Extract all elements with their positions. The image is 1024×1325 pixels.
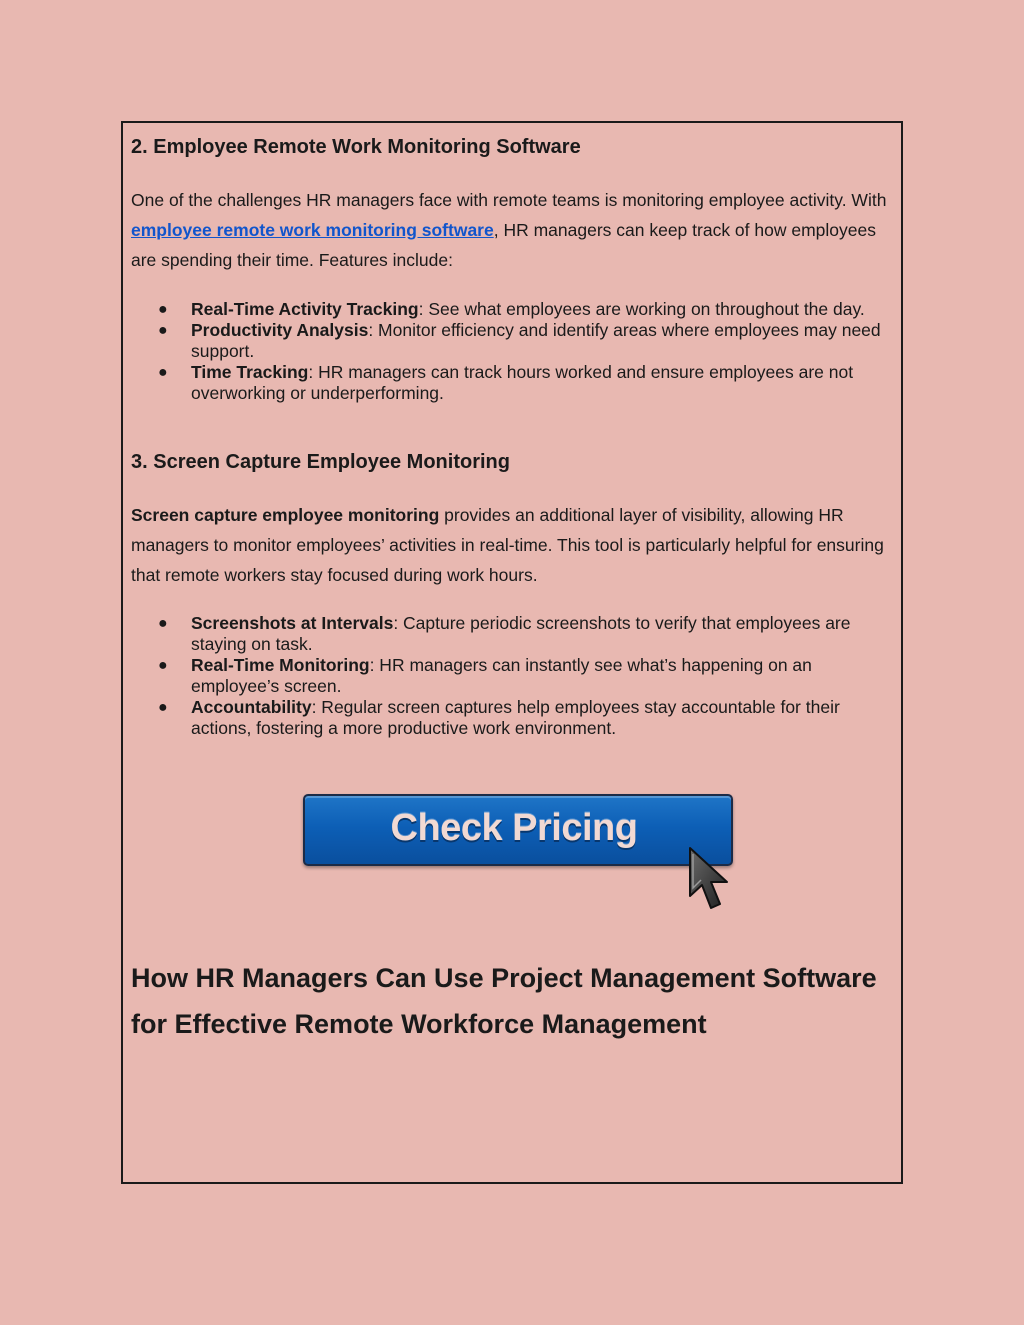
list-item xyxy=(131,362,891,404)
feature-text: : Regular screen captures help employees stay accountable for their actions, fostering a more productive work environment. xyxy=(191,697,840,738)
section-2-intro xyxy=(131,185,891,275)
bullet-icon: ● xyxy=(158,699,168,716)
check-pricing-banner xyxy=(303,794,735,916)
section-2-intro-start: One of the challenges HR managers face with remote teams is monitoring employee activity. With xyxy=(131,190,887,210)
feature-term: Time Tracking xyxy=(191,362,309,382)
section-3-intro-rest: provides an additional layer of visibility, allowing HR managers to monitor employees’ activities in real-time. This tool is particularly helpful for ensuring that remote workers stay focused during work hours. xyxy=(131,505,884,585)
section-2-feature-list xyxy=(131,299,891,404)
section-3-intro-bold: Screen capture employee monitoring xyxy=(131,505,440,525)
section-3-intro xyxy=(131,500,891,590)
bullet-icon: ● xyxy=(158,301,168,318)
feature-term: Productivity Analysis xyxy=(191,320,369,340)
list-item xyxy=(131,655,891,697)
project-management-heading: How HR Managers Can Use Project Management Software for Effective Remote Workforce Management xyxy=(131,963,877,1039)
bullet-icon: ● xyxy=(158,657,168,674)
feature-term: Real-Time Activity Tracking xyxy=(191,299,419,319)
feature-text: : HR managers can instantly see what’s happening on an employee’s screen. xyxy=(191,655,812,696)
cursor-arrow-icon xyxy=(687,846,735,914)
list-item xyxy=(131,320,891,362)
feature-term: Real-Time Monitoring xyxy=(191,655,370,675)
section-2-heading: 2. Employee Remote Work Monitoring Software xyxy=(131,136,581,158)
bullet-icon: ● xyxy=(158,615,168,632)
feature-term: Accountability xyxy=(191,697,312,717)
section-3-heading: 3. Screen Capture Employee Monitoring xyxy=(131,451,510,473)
bullet-icon: ● xyxy=(158,322,168,339)
bullet-icon: ● xyxy=(158,364,168,381)
feature-text: : See what employees are working on throughout the day. xyxy=(418,299,865,319)
feature-text: : Capture periodic screenshots to verify that employees are staying on task. xyxy=(191,613,851,654)
check-pricing-button[interactable] xyxy=(303,794,733,866)
feature-text: : Monitor efficiency and identify areas where employees may need support. xyxy=(191,320,881,361)
list-item xyxy=(131,697,891,739)
list-item xyxy=(131,613,891,655)
document-frame xyxy=(121,121,903,1184)
feature-text: : HR managers can track hours worked and ensure employees are not overworking or underperforming. xyxy=(191,362,854,403)
check-pricing-label: Check Pricing xyxy=(390,806,638,849)
feature-term: Screenshots at Intervals xyxy=(191,613,394,633)
monitoring-software-link[interactable]: employee remote work monitoring software xyxy=(131,220,494,240)
section-2-intro-end: , HR managers can keep track of how employees are spending their time. Features include: xyxy=(131,220,876,270)
section-3-feature-list xyxy=(131,613,891,739)
list-item xyxy=(131,299,891,320)
